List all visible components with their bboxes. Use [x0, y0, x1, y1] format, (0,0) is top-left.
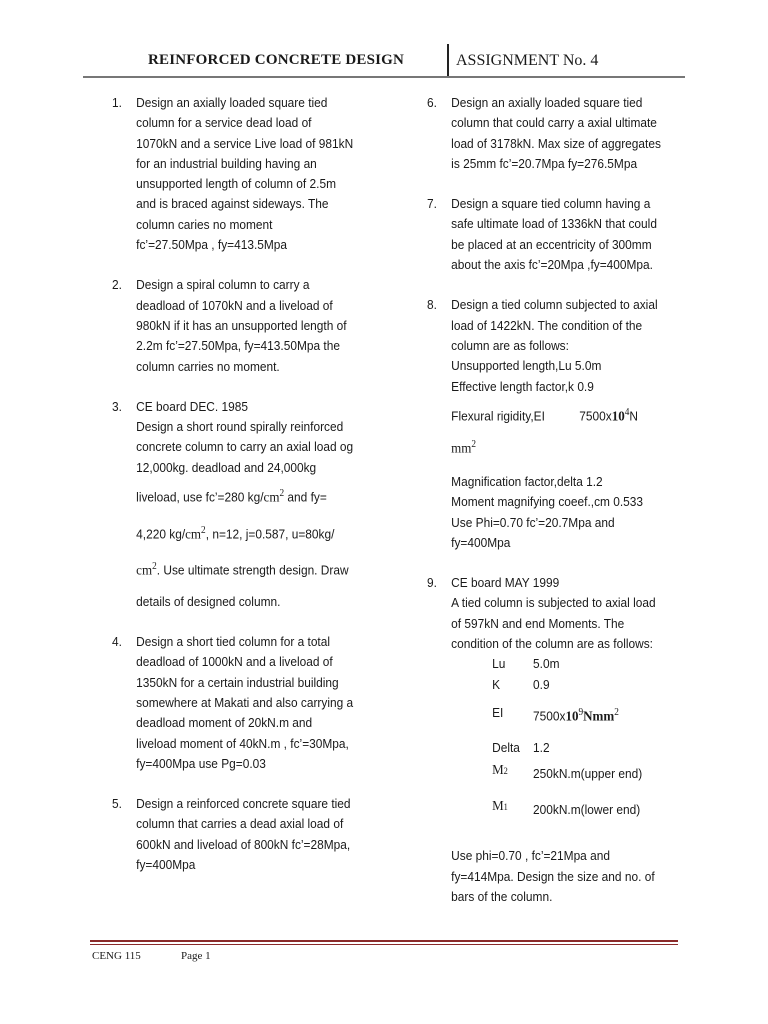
text-line: unsupported length of column of 2.5m	[136, 176, 336, 192]
text-line: about the axis fc’=20Mpa ,fy=400Mpa.	[451, 257, 653, 273]
text-line: 1350kN for a certain industrial building	[136, 674, 339, 690]
text-line: load of 1422kN. The condition of the	[451, 317, 643, 333]
unit-cm: cm	[185, 526, 202, 542]
unit-cm: cm	[136, 563, 153, 579]
text-line: 600kN and liveload of 800kN fc’=28Mpa,	[136, 836, 351, 852]
text-line: A tied column is subjected to axial load	[451, 595, 656, 611]
text-line: deadload of 1000kN and a liveload of	[136, 654, 333, 670]
ei-coefficient: 7500x	[533, 708, 566, 724]
ei-label: EI	[492, 704, 504, 720]
ei-exponent: 9	[578, 706, 584, 718]
page-number: Page 1	[181, 950, 211, 962]
m-subscript: 1	[503, 802, 508, 813]
text-line: liveload moment of 40kN.m , fc’=30Mpa,	[136, 735, 349, 751]
ei-label: Flexural rigidity,EI	[451, 408, 545, 424]
course-title: REINFORCED CONCRETE DESIGN	[148, 52, 405, 68]
text-line: 1070kN and a service Live load of 981kN	[136, 135, 354, 151]
unit-exponent: 2	[614, 706, 619, 718]
text-fragment: and fy=	[284, 489, 327, 505]
problem-number: 9.	[427, 575, 437, 591]
text-line: load of 3178kN. Max size of aggregates	[451, 135, 661, 151]
text-line: 2.2m fc’=27.50Mpa, fy=413.50Mpa the	[136, 338, 340, 354]
text-line: fy=400Mpa	[451, 534, 511, 550]
text-line: Design an axially loaded square tied	[451, 95, 643, 110]
problem-number: 5.	[112, 796, 122, 812]
m1-value: 200kN.m(lower end)	[533, 802, 641, 818]
text-line: 12,000kg. deadload and 24,000kg	[136, 459, 317, 475]
footer-rule	[90, 944, 678, 945]
text-line: fy=400Mpa use Pg=0.03	[136, 755, 266, 771]
text-line	[136, 557, 391, 582]
text-line: condition of the column are as follows:	[451, 636, 653, 652]
problem-number: 7.	[427, 196, 437, 212]
text-line: CE board DEC. 1985	[136, 398, 248, 414]
text-line: Effective length factor,k 0.9	[451, 378, 594, 394]
k-value: 0.9	[533, 676, 550, 692]
text-line: and is braced against sideways. The	[136, 196, 329, 212]
text-line: column for a service dead load of	[136, 115, 312, 131]
footer-rule	[90, 940, 678, 942]
text-line: CE board MAY 1999	[451, 575, 560, 591]
ei-unit: Nmm	[583, 709, 615, 725]
text-line: column caries no moment	[136, 216, 273, 232]
delta-label: Delta	[492, 739, 520, 755]
text-line: fy=414Mpa. Design the size and no. of	[451, 868, 655, 884]
problem-1	[112, 93, 391, 255]
problem-6	[427, 93, 697, 174]
unit-cm: cm	[263, 490, 280, 506]
text-line: Design a short tied column for a total	[136, 634, 331, 650]
text-line: is 25mm fc’=20.7Mpa fy=276.5Mpa	[451, 155, 638, 171]
text-line: Design an axially loaded square tied	[136, 95, 328, 110]
lu-value: 5.0m	[533, 656, 560, 672]
text-line: Design a short round spirally reinforced	[136, 419, 344, 435]
text-line: 980kN if it has an unsupported length of	[136, 317, 347, 333]
m-symbol: M	[492, 799, 504, 815]
assignment-number: ASSIGNMENT No. 4	[456, 52, 599, 69]
text-line: column are as follows:	[451, 337, 569, 353]
problem-9	[427, 573, 697, 907]
m2-value: 250kN.m(upper end)	[533, 765, 643, 781]
m-symbol: M	[492, 762, 504, 778]
header-divider	[447, 44, 449, 77]
k-label: K	[492, 676, 501, 692]
unit-mm: mm	[451, 441, 472, 457]
text-line: Use Phi=0.70 fc’=20.7Mpa and	[451, 514, 615, 530]
text-fragment: , n=12, j=0.587, u=80kg/	[205, 525, 335, 541]
ei-exponent: 4	[624, 406, 630, 418]
text-line	[451, 403, 697, 428]
course-code: CENG 115	[92, 950, 141, 962]
problem-number: 2.	[112, 277, 122, 293]
text-line: fc’=27.50Mpa , fy=413.5Mpa	[136, 237, 288, 253]
condition-table	[451, 654, 697, 820]
ei-value: 7500x	[579, 408, 612, 424]
text-line: concrete column to carry an axial load og	[136, 439, 354, 455]
unit-exponent: 2	[201, 524, 206, 536]
text-line: deadload moment of 20kN.m and	[136, 715, 313, 731]
text-fragment: 4,220 kg/	[136, 525, 186, 541]
problem-2	[112, 275, 391, 376]
unit-exponent: 2	[471, 439, 477, 451]
text-line: Moment magnifying coeef.,cm 0.533	[451, 494, 644, 510]
left-column	[112, 93, 391, 875]
problem-5	[112, 794, 391, 875]
text-line	[136, 521, 391, 546]
text-line: safe ultimate load of 1336kN that could	[451, 216, 657, 232]
ei-power: 10	[611, 409, 625, 425]
text-line: column that carries a dead axial load of	[136, 816, 344, 832]
text-line: Design a tied column subjected to axial	[451, 297, 658, 313]
problem-3	[112, 397, 391, 612]
text-line: fy=400Mpa	[136, 857, 196, 872]
ei-value	[533, 703, 619, 728]
text-line: Design a spiral column to carry a	[136, 277, 310, 293]
text-fragment: . Use ultimate strength design. Draw	[156, 562, 349, 578]
problem-7	[427, 194, 697, 275]
text-line: be placed at an eccentricity of 300mm	[451, 236, 652, 252]
problem-8	[427, 295, 697, 553]
text-line: Unsupported length,Lu 5.0m	[451, 358, 602, 374]
unit-exponent: 2	[279, 488, 285, 500]
m2-label	[492, 760, 533, 784]
text-line: column that could carry a axial ultimate	[451, 115, 657, 131]
text-line: Magnification factor,delta 1.2	[451, 473, 603, 489]
text-line	[136, 484, 391, 509]
text-line: Use phi=0.70 , fc’=21Mpa and	[451, 848, 610, 864]
header-rule	[83, 76, 685, 78]
m-subscript: 2	[503, 765, 508, 776]
problem-4	[112, 632, 391, 774]
text-fragment: liveload, use fc’=280 kg/	[136, 489, 264, 505]
ei-unit: N	[629, 408, 638, 424]
text-line: somewhere at Makati and also carrying a	[136, 694, 354, 710]
problem-number: 1.	[112, 95, 122, 110]
unit-exponent: 2	[152, 561, 157, 573]
delta-value: 1.2	[533, 739, 550, 755]
text-line	[451, 435, 697, 460]
text-line: column carries no moment.	[136, 358, 280, 374]
right-column	[427, 93, 697, 907]
m1-label	[492, 796, 533, 820]
text-line: for an industrial building having an	[136, 155, 317, 171]
lu-label: Lu	[492, 656, 506, 672]
text-line: details of designed column.	[136, 593, 281, 609]
problem-number: 6.	[427, 95, 437, 110]
text-line: Design a reinforced concrete square tied	[136, 796, 351, 812]
problem-number: 8.	[427, 297, 437, 313]
ei-power: 10	[565, 709, 579, 725]
text-line: deadload of 1070kN and a liveload of	[136, 297, 333, 313]
text-line: of 597kN and end Moments. The	[451, 615, 625, 631]
text-line: Design a square tied column having a	[451, 196, 651, 212]
text-line: bars of the column.	[451, 889, 553, 904]
problem-number: 4.	[112, 634, 122, 650]
problem-number: 3.	[112, 398, 122, 414]
